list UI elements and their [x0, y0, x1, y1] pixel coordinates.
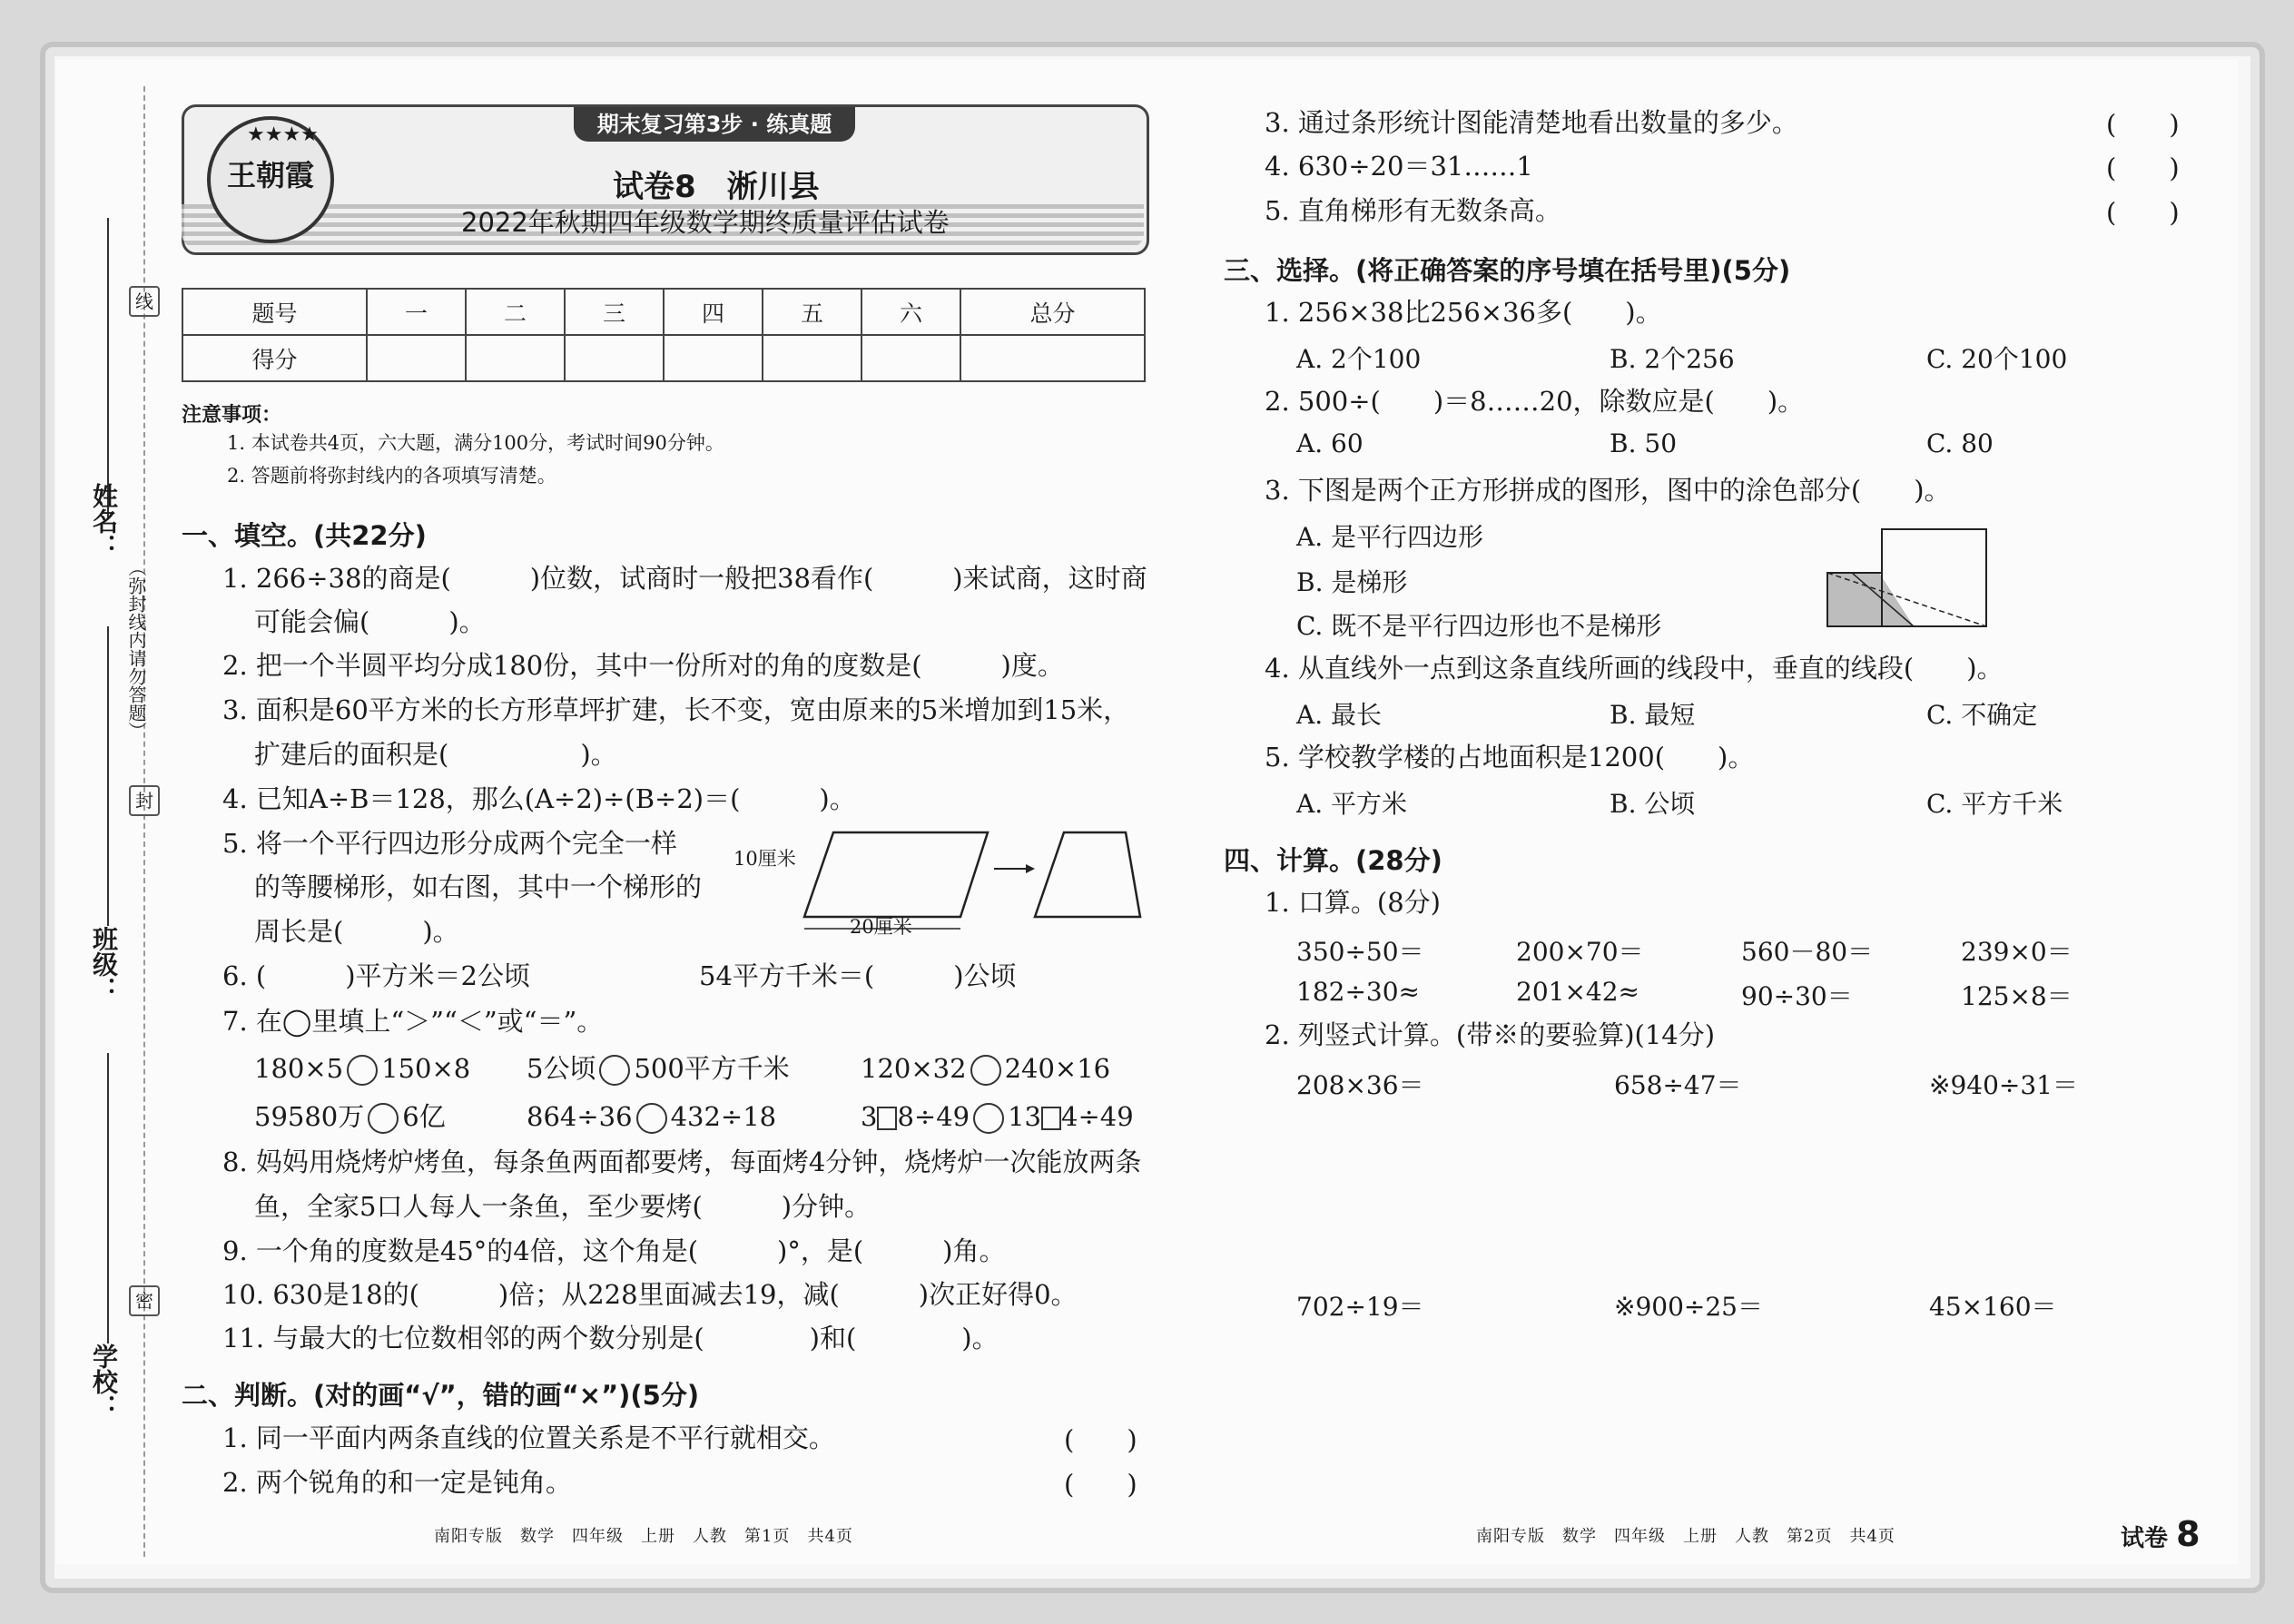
compare-item: 120×32 240×16	[861, 1053, 1111, 1084]
parallelogram-shape	[804, 832, 988, 917]
compare-circle[interactable]	[970, 1055, 1001, 1086]
compare-item: 59580万 6亿	[254, 1101, 446, 1132]
q1-5b: 的等腰梯形，如右图，其中一个梯形的	[254, 871, 703, 902]
digit-box[interactable]	[877, 1107, 897, 1130]
compare-item: 3 8÷49 13 4÷49	[861, 1101, 1134, 1132]
judge-item: 2. 两个锐角的和一定是钝角。	[222, 1467, 572, 1498]
choice-option[interactable]: C. 不确定	[1926, 700, 2038, 730]
q1-5a: 5. 将一个平行四边形分成两个完全一样	[222, 828, 677, 859]
squares-figure	[1825, 527, 1993, 635]
choice-option[interactable]: C. 80	[1926, 428, 1994, 458]
q1-3a: 3. 面积是60平方米的长方形草坪扩建，长不变，宽由原来的5米增加到15米，	[222, 694, 1130, 725]
q1-4: 4. 已知A÷B＝128，那么(A÷2)÷(B÷2)＝( )。	[222, 783, 856, 814]
name-label: 姓名：	[89, 483, 119, 559]
choice-option[interactable]: B. 是梯形	[1296, 567, 1408, 597]
q1-1b: 可能会偏( )。	[254, 606, 486, 637]
school-line	[107, 1053, 109, 1343]
fig-side-label: 10厘米	[733, 848, 796, 870]
class-line	[107, 626, 109, 926]
q1-2: 2. 把一个半圆平均分成180份，其中一份所对的角的度数是( )度。	[222, 650, 1064, 681]
parallelogram-figure	[726, 822, 1153, 949]
choice-q5: 5. 学校教学楼的占地面积是1200( )。	[1265, 742, 1755, 773]
score-table-header-row	[182, 289, 1145, 335]
arrow-head	[1026, 864, 1035, 873]
trapezoid-shape	[1035, 832, 1140, 917]
score-input-cell[interactable]	[861, 335, 960, 381]
vertical-item: 658÷47＝	[1614, 1070, 1742, 1100]
score-input-cell[interactable]	[466, 335, 565, 381]
choice-option[interactable]: B. 2个256	[1610, 344, 1735, 374]
compare-circle[interactable]	[636, 1103, 667, 1134]
q1-7: 7. 在◯里填上“＞”“＜”或“＝”。	[222, 1006, 604, 1037]
binding-feng-box: 封	[129, 785, 160, 816]
paper-badge	[2121, 1514, 2200, 1554]
q1-11: 11. 与最大的七位数相邻的两个数分别是( )和( )。	[222, 1323, 999, 1353]
vertical-item: ※940÷31＝	[1929, 1070, 2078, 1100]
judge-item: 1. 同一平面内两条直线的位置关系是不平行就相交。	[222, 1422, 835, 1453]
notice-item: 1. 本试卷共4页，六大题，满分100分，考试时间90分钟。	[227, 432, 724, 454]
binding-mi-box: 密	[129, 1285, 160, 1316]
oral-item: 90÷30＝	[1741, 981, 1853, 1011]
choice-option[interactable]: A. 是平行四边形	[1296, 522, 1484, 552]
section4-title: 四、计算。(28分)	[1224, 845, 1442, 876]
compare-circle[interactable]	[599, 1055, 630, 1086]
oral-item: 201×42≈	[1516, 977, 1639, 1007]
score-input-cell[interactable]	[565, 335, 664, 381]
badge-number: 8	[2176, 1514, 2200, 1554]
score-cell: 总分	[960, 289, 1145, 335]
score-cell: 三	[565, 289, 664, 335]
score-cell: 四	[664, 289, 763, 335]
score-table-score-row	[182, 335, 1145, 381]
compare-item: 864÷36 432÷18	[527, 1101, 777, 1132]
choice-option[interactable]: B. 公顷	[1610, 789, 1696, 819]
vertical-title: 2. 列竖式计算。(带※的要验算)(14分)	[1265, 1019, 1716, 1050]
judge-item: 5. 直角梯形有无数条高。	[1265, 195, 1561, 226]
q1-9: 9. 一个角的度数是45°的4倍，这个角是( )°，是( )角。	[222, 1235, 1006, 1266]
choice-q3: 3. 下图是两个正方形拼成的图形，图中的涂色部分( )。	[1265, 475, 1951, 506]
class-label: 班级：	[89, 926, 119, 1002]
notice-item: 2. 答题前将弥封线内的各项填写清楚。	[227, 465, 556, 487]
section3-title: 三、选择。(将正确答案的序号填在括号里)(5分)	[1224, 255, 1791, 286]
vertical-item: ※900÷25＝	[1614, 1292, 1763, 1322]
score-input-cell[interactable]	[960, 335, 1145, 381]
section1-title: 一、填空。(共22分)	[182, 520, 427, 551]
shaded-region	[1827, 573, 1914, 626]
choice-option[interactable]: A. 平方米	[1296, 789, 1408, 819]
compare-item: 180×5 150×8	[254, 1053, 471, 1084]
judge-paren[interactable]: ( )	[2106, 153, 2180, 183]
choice-option[interactable]: A. 60	[1296, 428, 1364, 458]
choice-option[interactable]: C. 平方千米	[1926, 789, 2063, 819]
badge-label: 试卷	[2121, 1525, 2169, 1552]
score-cell: 二	[466, 289, 565, 335]
oral-item: 350÷50＝	[1296, 937, 1424, 967]
judge-paren[interactable]: ( )	[1064, 1469, 1137, 1500]
fig-base-label: 20厘米	[850, 916, 912, 938]
binding-note: （弥封线内请勿答题）	[125, 558, 147, 740]
score-label-cell: 得分	[182, 335, 367, 381]
score-input-cell[interactable]	[367, 335, 466, 381]
header-tab: 期末复习第3步 · 练真题	[574, 107, 855, 142]
choice-option[interactable]: B. 50	[1610, 428, 1678, 458]
judge-item: 3. 通过条形统计图能清楚地看出数量的多少。	[1265, 107, 1798, 138]
score-cell: 题号	[182, 289, 367, 335]
score-table	[182, 288, 1146, 382]
footer-right: 南阳专版 数学 四年级 上册 人教 第2页 共4页	[1476, 1527, 1895, 1546]
compare-item: 5公顷 500平方千米	[527, 1053, 790, 1084]
score-cell: 一	[367, 289, 466, 335]
q1-6b: 54平方千米＝( )公顷	[699, 960, 1017, 991]
oral-item: 200×70＝	[1516, 937, 1644, 967]
vertical-item: 702÷19＝	[1296, 1292, 1424, 1322]
section2-title: 二、判断。(对的画“√”，错的画“×”)(5分)	[182, 1380, 700, 1411]
q1-6a: 6. ( )平方米＝2公顷	[222, 960, 530, 991]
score-cell: 五	[763, 289, 861, 335]
q1-10: 10. 630是18的( )倍；从228里面减去19，减( )次正好得0。	[222, 1279, 1078, 1310]
q1-5c: 周长是( )。	[254, 916, 459, 947]
score-input-cell[interactable]	[664, 335, 763, 381]
choice-option[interactable]: A. 2个100	[1296, 344, 1422, 374]
choice-q4: 4. 从直线外一点到这条直线所画的线段中，垂直的线段( )。	[1265, 653, 2004, 684]
judge-item: 4. 630÷20＝31……1	[1265, 151, 1533, 182]
q1-8b: 鱼，全家5口人每人一条鱼，至少要烤( )分钟。	[254, 1191, 871, 1222]
logo-text: 王朝霞	[227, 158, 315, 192]
judge-paren[interactable]: ( )	[2106, 197, 2180, 228]
compare-circle[interactable]	[973, 1103, 1004, 1134]
choice-q1: 1. 256×38比256×36多( )。	[1265, 297, 1662, 328]
choice-option[interactable]: A. 最长	[1296, 700, 1383, 730]
score-cell: 六	[861, 289, 960, 335]
vertical-item: 45×160＝	[1929, 1292, 2057, 1322]
oral-title: 1. 口算。(8分)	[1265, 887, 1441, 918]
score-input-cell[interactable]	[763, 335, 861, 381]
judge-paren[interactable]: ( )	[2106, 109, 2180, 140]
compare-circle[interactable]	[368, 1103, 399, 1134]
vertical-item: 208×36＝	[1296, 1070, 1424, 1100]
notice-title: 注意事项：	[182, 404, 282, 427]
oral-item: 239×0＝	[1961, 937, 2072, 967]
judge-paren[interactable]: ( )	[1064, 1424, 1137, 1455]
choice-option[interactable]: B. 最短	[1610, 700, 1696, 730]
footer-left: 南阳专版 数学 四年级 上册 人教 第1页 共4页	[434, 1527, 853, 1546]
exam-subtitle: 2022年秋期四年级数学期终质量评估试卷	[461, 207, 950, 238]
q1-3b: 扩建后的面积是( )。	[254, 739, 617, 770]
choice-option[interactable]: C. 20个100	[1926, 344, 2068, 374]
logo-stars: ★★★★	[247, 123, 319, 146]
q1-8a: 8. 妈妈用烧烤炉烤鱼，每条鱼两面都要烤，每面烤4分钟，烧烤炉一次能放两条	[222, 1147, 1142, 1177]
digit-box[interactable]	[1041, 1107, 1061, 1130]
exam-title: 试卷8 淅川县	[613, 169, 820, 205]
compare-circle[interactable]	[347, 1055, 378, 1086]
binding-xian-box: 线	[129, 286, 160, 317]
oral-item: 560－80＝	[1741, 937, 1874, 967]
choice-option[interactable]: C. 既不是平行四边形也不是梯形	[1296, 611, 1662, 641]
logo	[207, 116, 334, 243]
oral-item: 182÷30≈	[1296, 977, 1420, 1007]
school-label: 学校：	[89, 1343, 119, 1420]
q1-1a: 1. 266÷38的商是( )位数，试商时一般把38看作( )来试商，这时商	[222, 563, 1147, 594]
choice-q2: 2. 500÷( )＝8……20，除数应是( )。	[1265, 386, 1805, 417]
name-line	[107, 218, 109, 517]
oral-item: 125×8＝	[1961, 981, 2072, 1011]
